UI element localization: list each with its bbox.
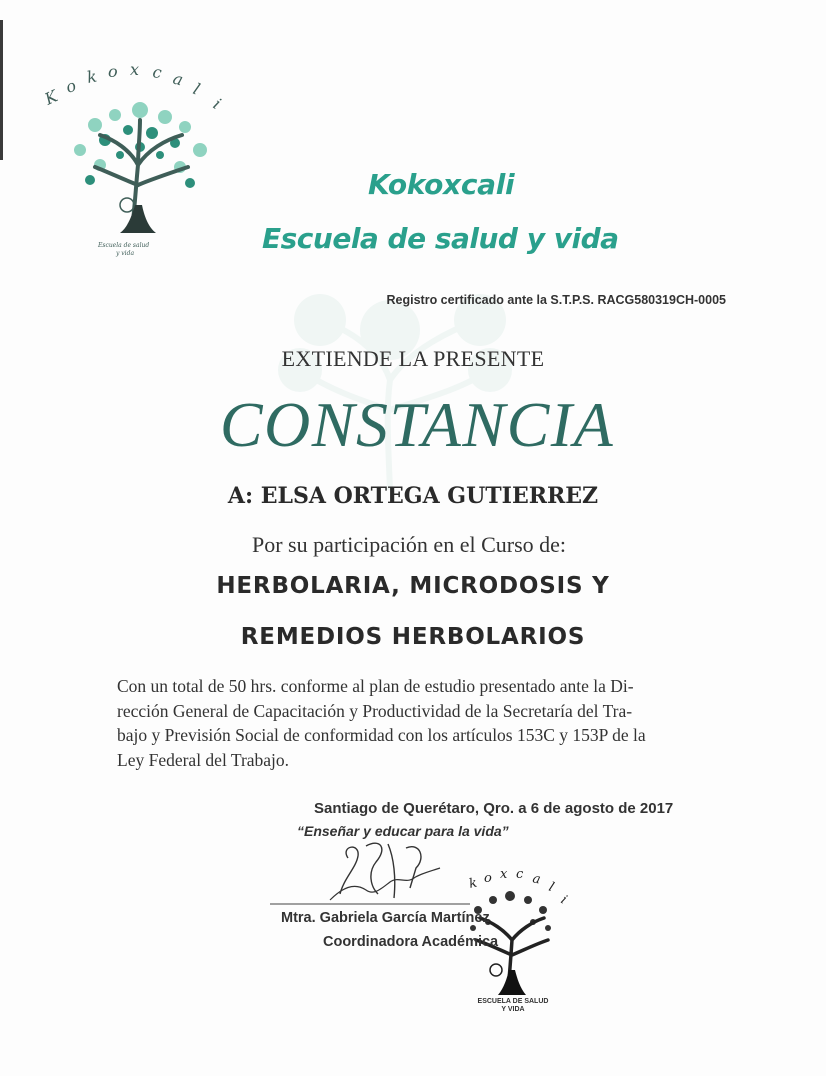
recipient-name: A: ELSA ORTEGA GUTIERREZ bbox=[227, 483, 599, 509]
svg-text:i: i bbox=[557, 892, 570, 908]
registry-number: Registro certificado ante la S.T.P.S. RACG580319CH-0005 bbox=[386, 293, 726, 307]
svg-text:y vida: y vida bbox=[116, 250, 135, 257]
course-name-line1: HERBOLARIA, MICRODOSIS Y bbox=[216, 573, 610, 599]
svg-text:l: l bbox=[546, 879, 556, 896]
body-line: Ley Federal del Trabajo. bbox=[117, 749, 290, 770]
tree-logo-icon bbox=[40, 55, 230, 270]
svg-text:o: o bbox=[108, 62, 118, 81]
svg-text:k: k bbox=[467, 875, 479, 892]
svg-text:o: o bbox=[63, 75, 79, 97]
place-and-date: Santiago de Querétaro, Qro. a 6 de agosto de 2017 bbox=[314, 800, 674, 817]
svg-text:o: o bbox=[484, 871, 492, 886]
svg-text:a: a bbox=[170, 68, 186, 90]
signature-icon bbox=[270, 838, 470, 918]
motto: “Enseñar y educar para la vida” bbox=[297, 823, 509, 839]
course-name-line2: REMEDIOS HERBOLARIOS bbox=[240, 624, 586, 650]
svg-text:a: a bbox=[531, 871, 542, 888]
certificate-title: CONSTANCIA bbox=[219, 389, 615, 460]
svg-text:c: c bbox=[151, 62, 163, 83]
scan-edge-mark bbox=[0, 20, 3, 160]
stamp-caption-line1: ESCUELA DE SALUD bbox=[477, 998, 549, 1005]
certificate-body bbox=[117, 674, 715, 772]
signer-role: Coordinadora Académica bbox=[323, 934, 499, 950]
svg-text:l: l bbox=[190, 79, 203, 99]
stamp-caption-line2: Y VIDA bbox=[501, 1006, 525, 1013]
svg-text:c: c bbox=[516, 867, 524, 882]
svg-text:x: x bbox=[500, 867, 508, 882]
body-line: bajo y Previsión Social de conformidad con los artículos 153C y 153P de la bbox=[117, 725, 646, 745]
svg-text:i: i bbox=[209, 94, 225, 114]
preamble: EXTIENDE LA PRESENTE bbox=[281, 346, 545, 371]
signer-name: Mtra. Gabriela García Martínez bbox=[281, 910, 490, 926]
svg-text:K: K bbox=[41, 86, 61, 109]
body-line: Con un total de 50 hrs. conforme al plan de estudio presentado ante la Di- bbox=[117, 676, 634, 696]
logo-caption-small: Escuela de salud bbox=[98, 242, 150, 249]
school-name: Kokoxcali bbox=[368, 168, 515, 201]
body-line: rección General de Capacitación y Productividad de la Secretaría del Tra- bbox=[117, 700, 633, 721]
school-subtitle: Escuela de salud y vida bbox=[262, 222, 619, 255]
svg-text:x: x bbox=[130, 60, 140, 79]
svg-text:k: k bbox=[85, 66, 99, 87]
participation-intro: Por su participación en el Curso de: bbox=[251, 532, 567, 557]
stamp-caption bbox=[458, 998, 568, 1014]
